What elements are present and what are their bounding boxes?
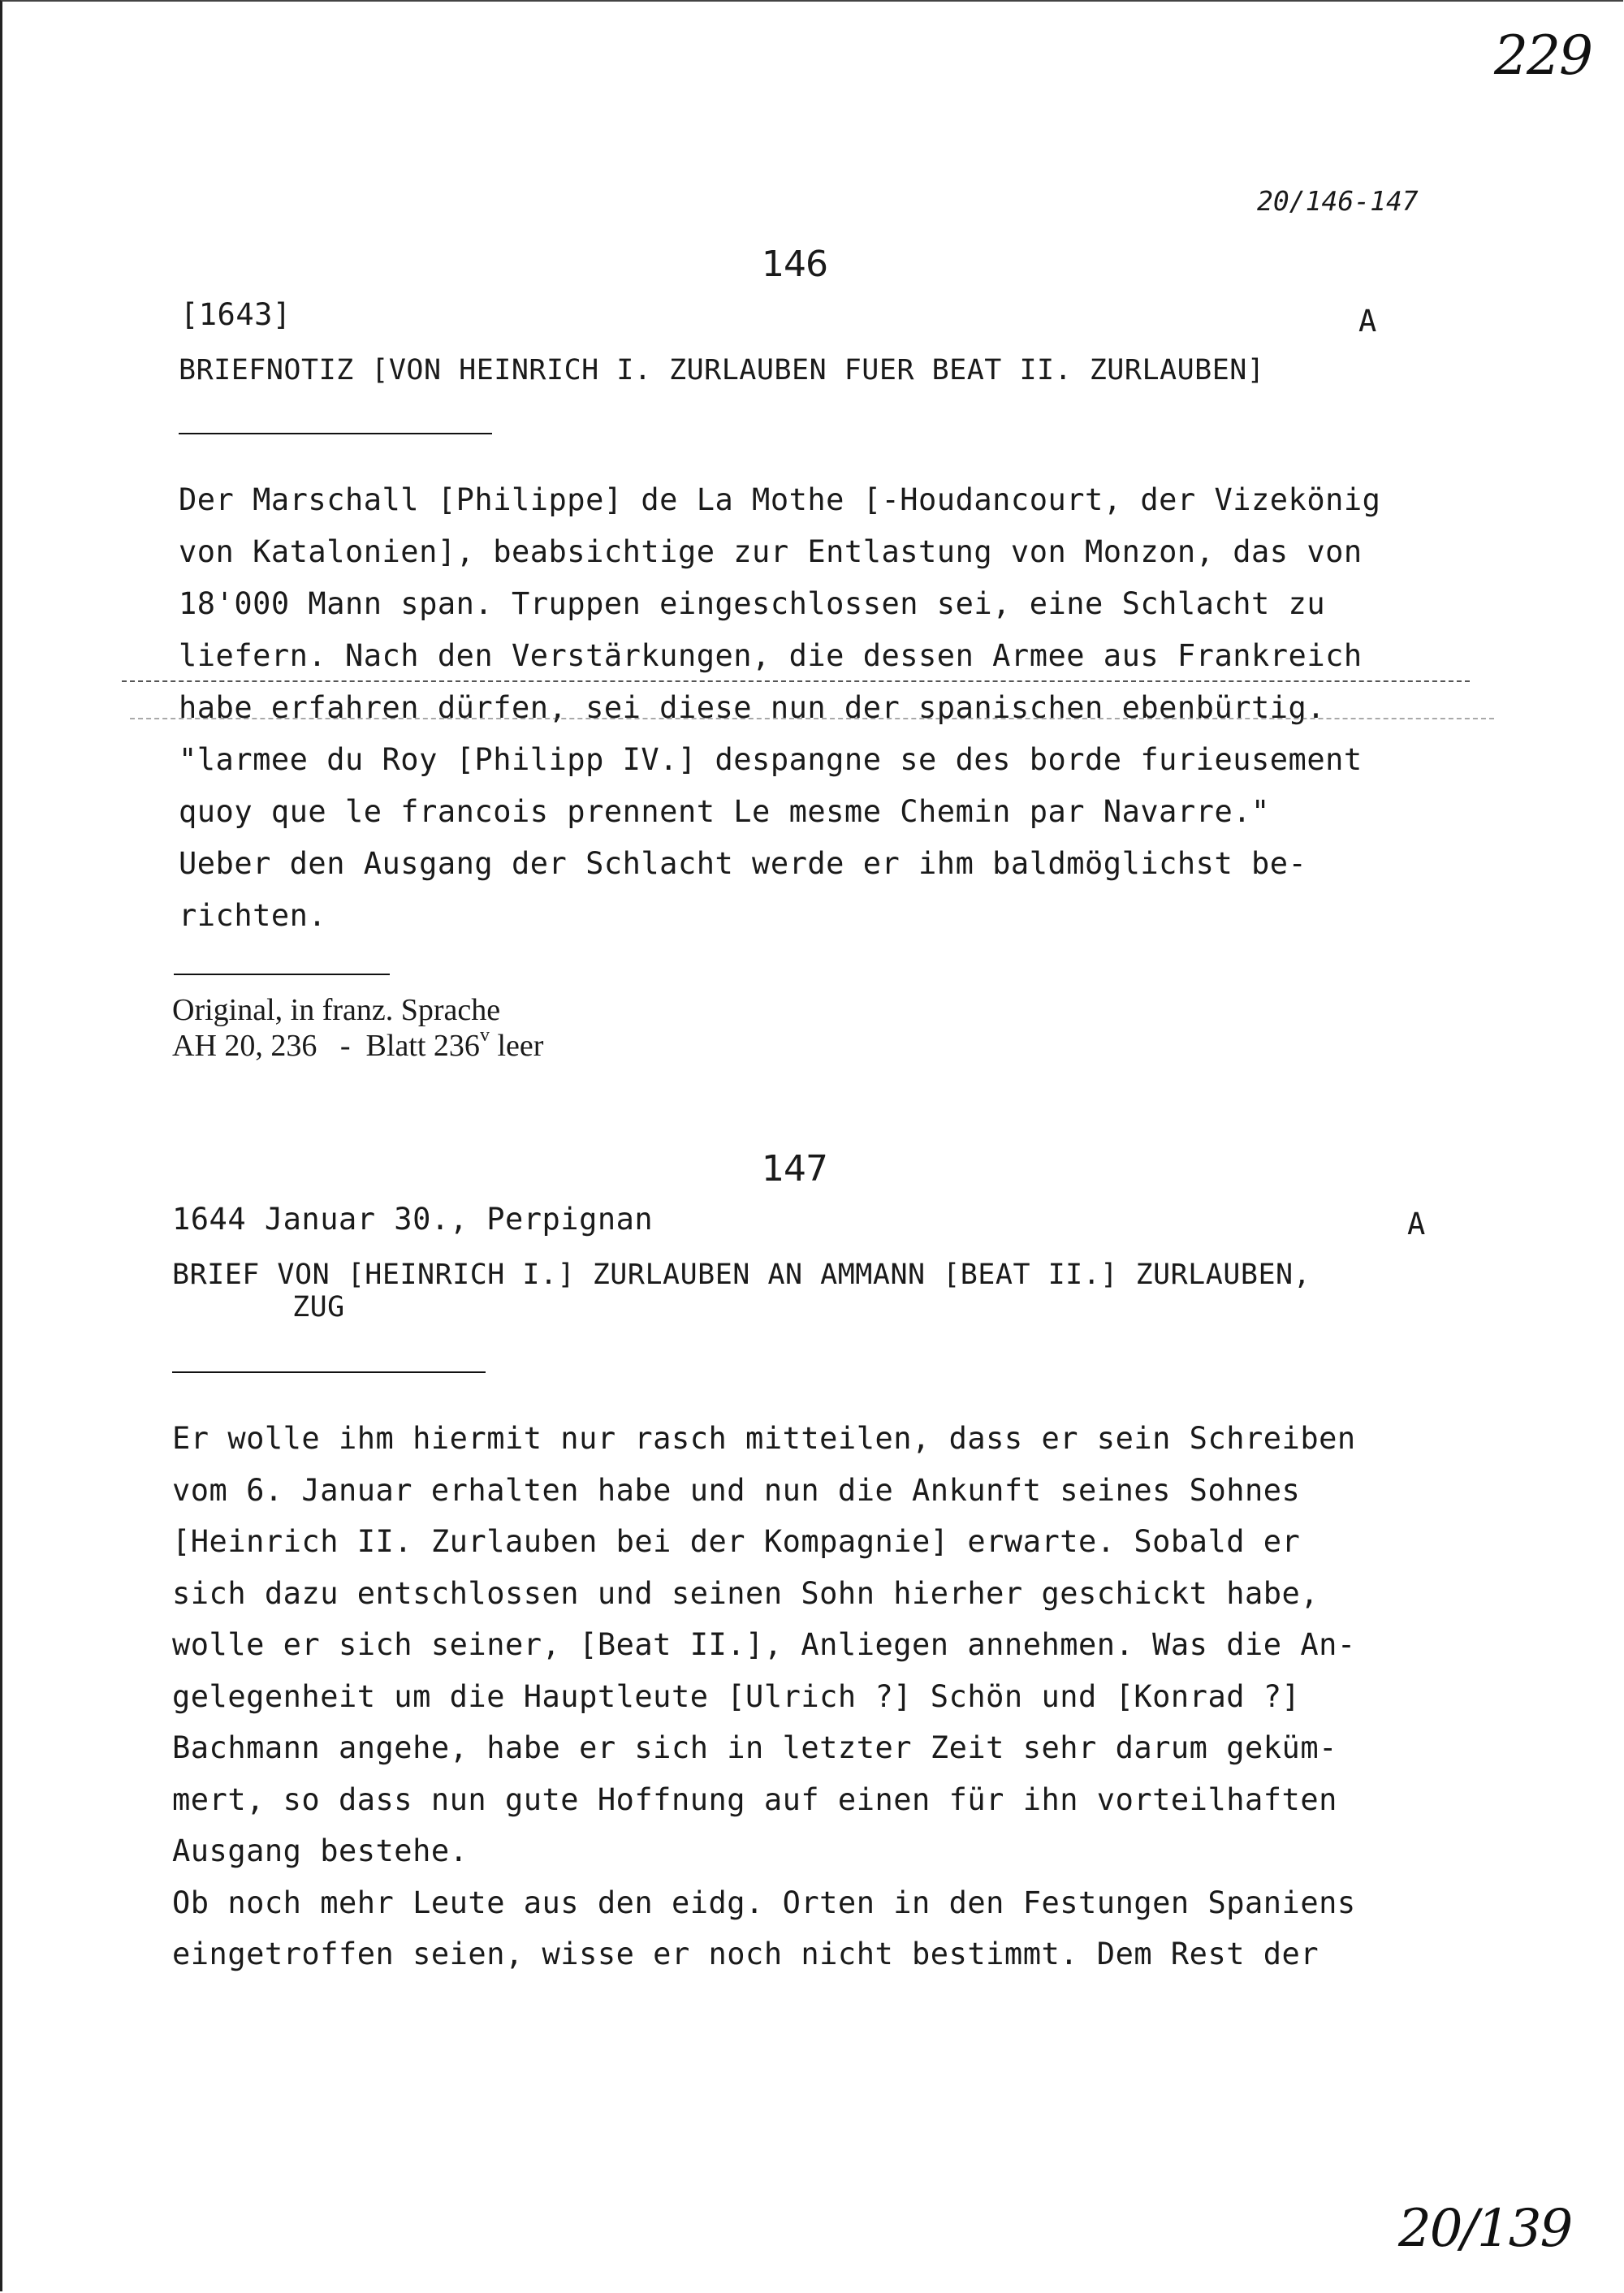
handwritten-footer-reference: 20/139 bbox=[1398, 2199, 1572, 2259]
entry-147-number: 147 bbox=[762, 1148, 827, 1190]
scan-artifact-line bbox=[122, 680, 1470, 682]
entry-146-body-line: habe erfahren dürfen, sei diese nun der spanischen ebenbürtig. bbox=[179, 690, 1326, 725]
entry-146-body-line: Ueber den Ausgang der Schlacht werde er ihm baldmöglichst be- bbox=[179, 846, 1307, 881]
entry-147-heading-line2: ZUG bbox=[292, 1291, 345, 1324]
entry-147-body-line: sich dazu entschlossen und seinen Sohn hierher geschickt habe, bbox=[172, 1575, 1320, 1611]
entry-146-source-original: Original, in franz. Sprache bbox=[172, 993, 501, 1027]
entry-146-body-line: richten. bbox=[179, 898, 327, 933]
entry-147-mark: A bbox=[1407, 1207, 1426, 1242]
verso-superscript: v bbox=[479, 1025, 490, 1046]
entry-146-body-line: Der Marschall [Philippe] de La Mothe [-Houdancourt, der Vizekönig bbox=[179, 482, 1381, 517]
entry-146-source-shelfmark bbox=[172, 1025, 544, 1064]
entry-146-date: [1643] bbox=[180, 297, 292, 332]
entry-146-source-rule bbox=[174, 974, 390, 975]
entry-146-body-line: von Katalonien], beabsichtige zur Entlastung von Monzon, das von bbox=[179, 534, 1363, 569]
entry-146-body bbox=[179, 474, 1380, 942]
entry-147-body bbox=[172, 1413, 1356, 1980]
entry-146-mark: A bbox=[1358, 304, 1377, 339]
entry-147-body-line: wolle er sich seiner, [Beat II.], Anliegen annehmen. Was die An- bbox=[172, 1627, 1356, 1662]
entry-146-number: 146 bbox=[762, 244, 827, 285]
scan-artifact-line bbox=[130, 718, 1494, 719]
entry-147-body-line: Ausgang bestehe. bbox=[172, 1833, 469, 1868]
entry-147-body-line: vom 6. Januar erhalten habe und nun die Ankunft seines Sohnes bbox=[172, 1472, 1301, 1508]
entry-146-body-line: quoy que le francois prennent Le mesme Chemin par Navarre." bbox=[179, 794, 1270, 829]
entry-146-heading-rule bbox=[179, 433, 492, 434]
entry-147-body-line: [Heinrich II. Zurlauben bei der Kompagnie] erwarte. Sobald er bbox=[172, 1524, 1301, 1559]
entry-147-body-line: mert, so dass nun gute Hoffnung auf einen für ihn vorteilhaften bbox=[172, 1781, 1337, 1817]
entry-147-body-line: Ob noch mehr Leute aus den eidg. Orten in den Festungen Spaniens bbox=[172, 1885, 1356, 1920]
entry-147-body-line: eingetroffen seien, wisse er noch nicht bestimmt. Dem Rest der bbox=[172, 1937, 1320, 1971]
entry-147-body-line: Bachmann angehe, habe er sich in letzter Zeit sehr darum geküm- bbox=[172, 1730, 1337, 1765]
handwritten-page-number: 229 bbox=[1494, 24, 1592, 87]
entry-147-body-line: Er wolle ihm hiermit nur rasch mitteilen, dass er sein Schreiben bbox=[172, 1421, 1356, 1456]
entry-147-body-line: gelegenheit um die Hauptleute [Ulrich ?] Schön und [Konrad ?] bbox=[172, 1678, 1301, 1714]
entry-146-body-line: liefern. Nach den Verstärkungen, die dessen Armee aus Frankreich bbox=[179, 638, 1363, 673]
archive-reference: 20/146-147 bbox=[1257, 185, 1419, 217]
entry-146-body-line: 18'000 Mann span. Truppen eingeschlossen sei, eine Schlacht zu bbox=[179, 586, 1326, 621]
shelfmark-text: AH 20, 236 - Blatt 236 bbox=[172, 1029, 480, 1063]
entry-147-heading-line1: BRIEF VON [HEINRICH I.] ZURLAUBEN AN AMMANN [BEAT II.] ZURLAUBEN, bbox=[172, 1259, 1311, 1291]
shelfmark-suffix: leer bbox=[489, 1029, 544, 1063]
entry-147-heading-rule bbox=[172, 1371, 486, 1373]
entry-147-date: 1644 Januar 30., Perpignan bbox=[172, 1202, 654, 1237]
entry-146-body-line: "larmee du Roy [Philipp IV.] despangne se des borde furieusement bbox=[179, 742, 1363, 777]
entry-146-heading: BRIEFNOTIZ [VON HEINRICH I. ZURLAUBEN FUER BEAT II. ZURLAUBEN] bbox=[179, 354, 1265, 386]
